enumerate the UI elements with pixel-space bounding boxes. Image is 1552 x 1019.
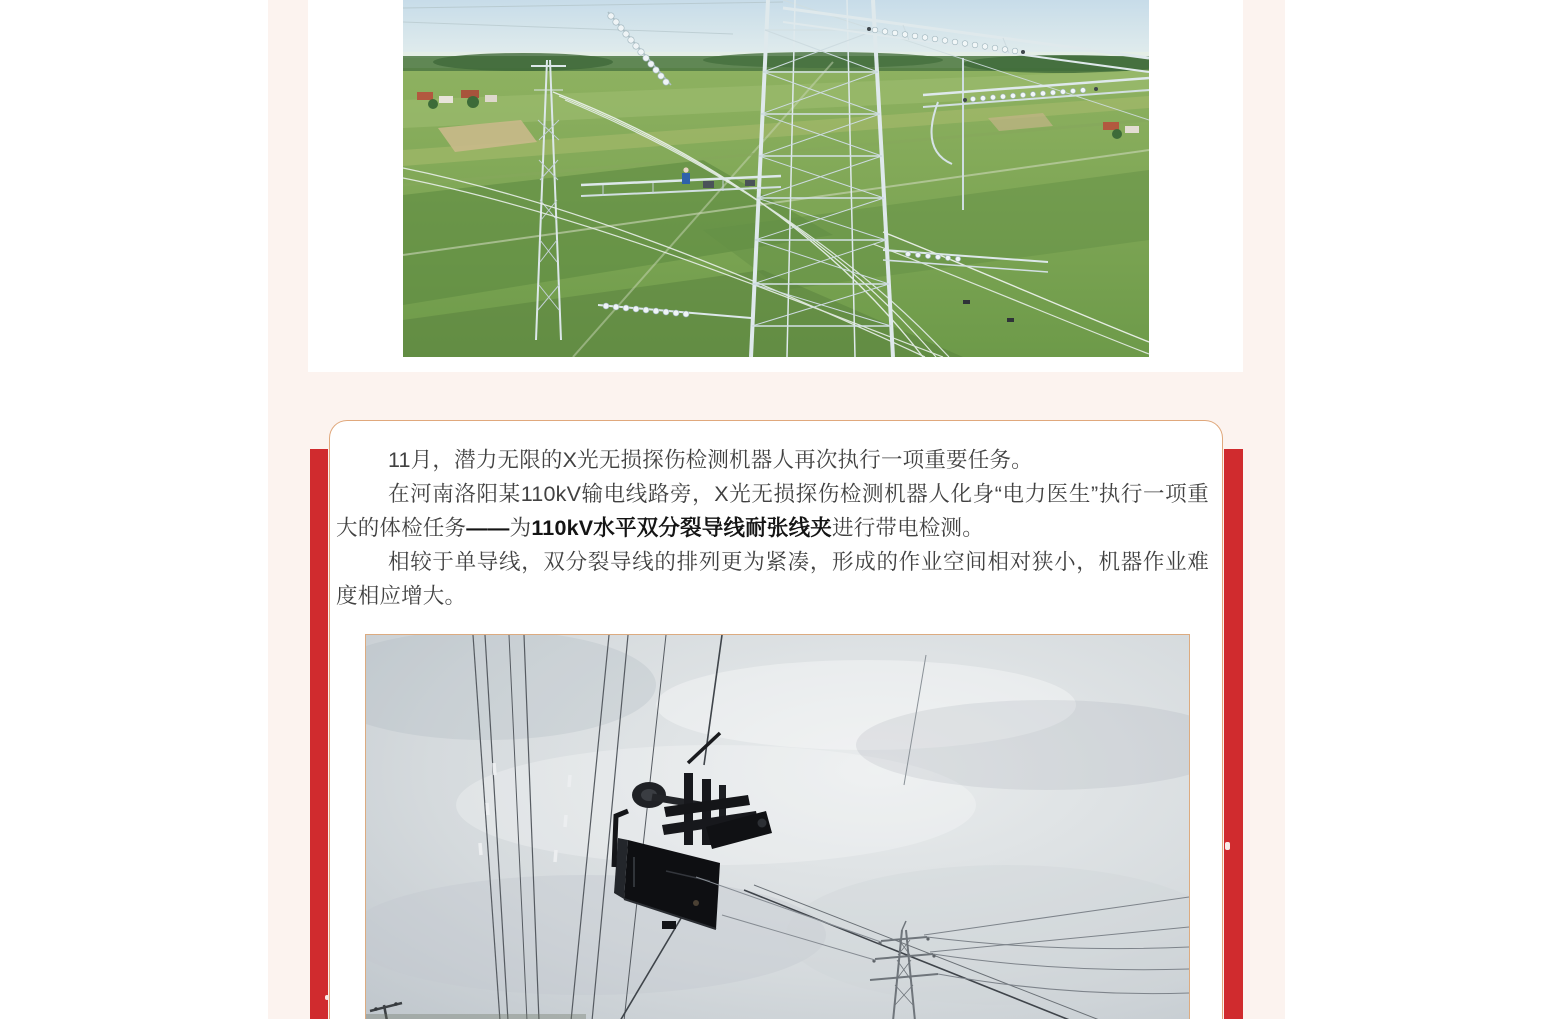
top-photo-card (308, 0, 1243, 372)
paragraph-3 (336, 545, 1209, 613)
paragraph-2-run5: 进行带电检测。 (832, 516, 984, 540)
paragraph-2-run3: 为 (509, 516, 532, 540)
paragraph-2-emdash-bold: —— (466, 516, 510, 540)
robot-photo-art (366, 635, 1189, 1019)
paragraph-1-text: 11月，潜力无限的X光无损探伤检测机器人再次执行一项重要任务。 (388, 448, 1033, 472)
robot-photo[interactable] (365, 634, 1190, 1019)
aerial-photo[interactable] (403, 0, 1149, 357)
left-red-bar (310, 449, 328, 1019)
right-bar-marker-dot (1225, 842, 1230, 850)
paragraph-2 (336, 477, 1209, 545)
paragraph-3-text: 相较于单导线，双分裂导线的排列更为紧凑，形成的作业空间相对狭小，机器作业难度相应增大。 (336, 550, 1209, 608)
paragraph-1 (336, 443, 1209, 477)
article-card (329, 420, 1223, 1019)
overcast-sky (366, 635, 1189, 1019)
aerial-photo-art (403, 0, 1149, 357)
paragraph-2-keyword-bold: 110kV水平双分裂导线耐张线夹 (531, 516, 832, 540)
right-red-bar (1224, 449, 1243, 1019)
paragraph-2-run1: 在河南洛阳某110kV输电线路旁，X光无损探伤检测机器人化身“电力医生”执行一项重大的体检任务 (336, 482, 1209, 540)
article-text (330, 421, 1222, 613)
